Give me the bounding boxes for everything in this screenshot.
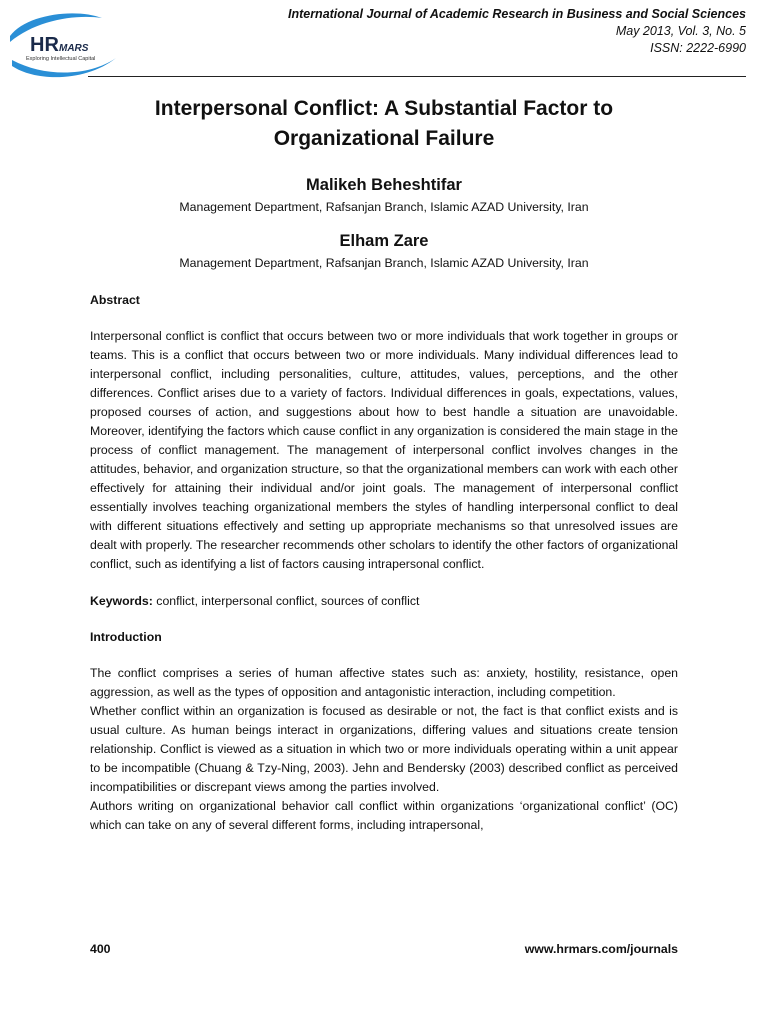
keywords-text: conflict, interpersonal conflict, sources of conflict <box>152 594 420 608</box>
journal-issn: ISSN: 2222-6990 <box>650 41 746 55</box>
author-name-1: Malikeh Beheshtifar <box>306 176 462 194</box>
author-affiliation-2: Management Department, Rafsanjan Branch, Islamic AZAD University, Iran <box>179 256 589 270</box>
journal-issue: May 2013, Vol. 3, No. 5 <box>615 24 746 38</box>
keywords-label: Keywords: <box>90 594 153 608</box>
header-rule <box>88 76 746 77</box>
abstract-text: Interpersonal conflict is conflict that occurs between two or more individuals that work together in groups or teams. This is a conflict that occurs between two or more individuals. Many individual differences lead to interpersonal conflict, including personalities, culture, attitudes, values, perceptions, and the other differences. Conflict arises due to a variety of factors. Individual differences in goals, expectations, values, proposed courses of action, and suggestions about how to best handle a situation are unavoidable. Moreover, identifying the factors which cause conflict in any organization is considered the main stage in the process of conflict management. The management of interpersonal conflict involves changes in the attitudes, behavior, and organization structure, so that the organizational members can work with each other effectively for attaining their individual and/or joint goals. The management of interpersonal conflict essentially involves teaching organizational members the styles of handling interpersonal conflict to deal with different situations effectively and setting up appropriate mechanisms so that unresolved issues are dealt with properly. The researcher recommends other scholars to identify the other factors of organizational conflict, such as identifying a list of factors causing intrapersonal conflict. <box>90 329 678 571</box>
page-number: 400 <box>90 942 111 956</box>
title-line-2: Organizational Failure <box>273 127 495 150</box>
journal-url[interactable]: www.hrmars.com/journals <box>524 942 678 956</box>
logo-tagline: Exploring Intellectual Capital <box>26 56 96 62</box>
logo-brand-main: HR <box>30 34 59 56</box>
title-line-1: Interpersonal Conflict: A Substantial Factor to <box>154 97 614 120</box>
article-body <box>90 94 678 835</box>
article-title <box>90 94 678 154</box>
author-affiliation-1: Management Department, Rafsanjan Branch, Islamic AZAD University, Iran <box>179 200 589 214</box>
journal-header <box>288 6 746 57</box>
hrmars-logo-icon <box>6 8 118 84</box>
keywords <box>90 592 678 610</box>
abstract-heading: Abstract <box>90 293 140 307</box>
journal-name: International Journal of Academic Research in Business and Social Sciences <box>287 7 746 21</box>
introduction-paragraph-1: The conflict comprises a series of human affective states such as: anxiety, hostility, resistance, open aggression, as well as the types of opposition and antagonistic interaction, including competition. <box>90 666 678 699</box>
author-name-2: Elham Zare <box>339 232 429 250</box>
introduction-heading: Introduction <box>90 630 162 644</box>
introduction-paragraph-2: Whether conflict within an organization is focused as desirable or not, the fact is that conflict exists and is usual culture. As human beings interact in organizations, differing values and situations create tension relationship. Conflict is viewed as a situation in which two or more individuals operating within a unit appear to be incompatible (Chuang & Tzy-Ning, 2003). Jehn and Bendersky (2003) described conflict as perceived incompatibilities or discrepant views among the parties involved. <box>90 704 678 794</box>
introduction-paragraph-3: Authors writing on organizational behavior call conflict within organizations ‘organizational conflict’ (OC) which can take on any of several different forms, including intrapersonal, <box>90 799 678 832</box>
logo-brand-sub: MARS <box>59 43 89 54</box>
journal-logo <box>6 8 118 84</box>
